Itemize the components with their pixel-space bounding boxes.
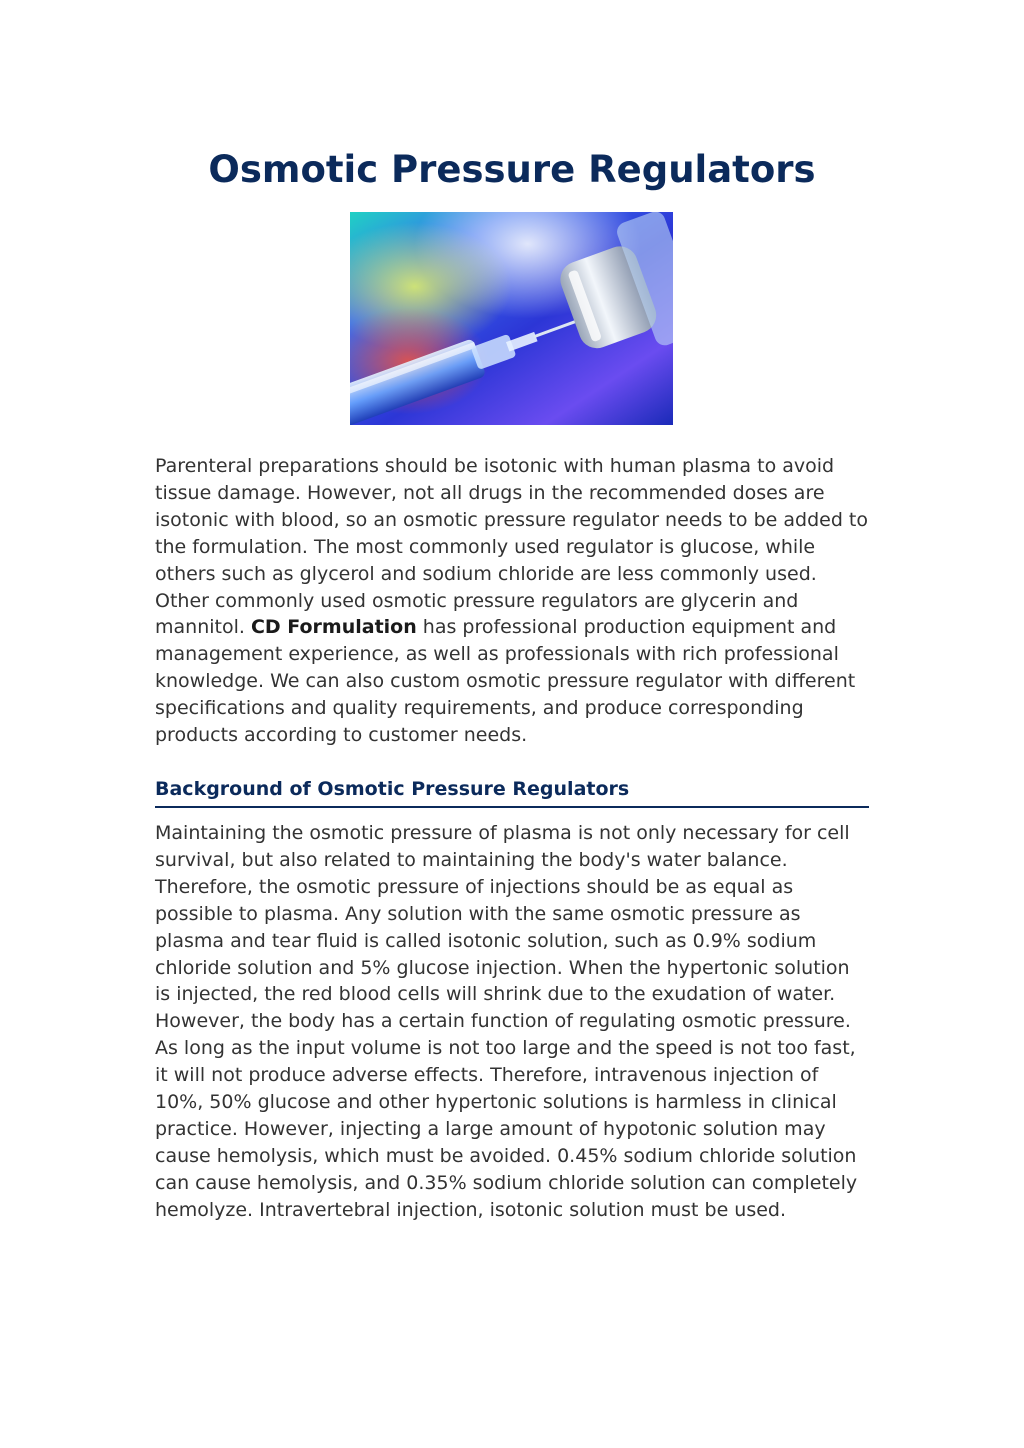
background-paragraph: Maintaining the osmotic pressure of plasma is not only necessary for cell survival, but also related to maintaining the body's water balance. Therefore, the osmotic pressure of injections should be as equal as possible to plasma. Any solution with the same osmotic pressure as plasma and tear fluid is called isotonic solution, such as 0.9% sodium chloride solution and 5% glucose injection. When the hypertonic solution is injected, the red blood cells will shrink due to the exudation of water. However, the body has a certain function of regulating osmotic pressure. As long as the input volume is not too large and the speed is not too fast, it will not produce adverse effects. Therefore, intravenous injection of 10%, 50% glucose and other hypertonic solutions is harmless in clinical practice. However, injecting a large amount of hypotonic solution may cause hemolysis, which must be avoided. 0.45% sodium chloride solution can cause hemolysis, and 0.35% sodium chloride solution can completely hemolyze. Intravertebral injection, isotonic solution must be used. [155,821,858,1221]
article-content [155,453,869,1224]
intro-text-2: has professional production equipment and management experience, as well as professionals with rich professional knowledge. We can also custom osmotic pressure regulator with different specifications and quality requirements, and produce corresponding products according to customer needs. [155,616,856,747]
section-heading-background: Background of Osmotic Pressure Regulators [155,772,869,808]
company-name: CD Formulation [250,616,417,639]
syringe-vial-image [350,212,673,425]
intro-text-1: Parenteral preparations should be isotonic with human plasma to avoid tissue damage. However, not all drugs in the recommended doses are isotonic with blood, so an osmotic pressure regulator needs to be added to the formulation. The most commonly used regulator is glucose, while others such as glycerol and sodium chloride are less commonly used. Other commonly used osmotic pressure regulators are glycerin and mannitol. [155,455,869,639]
intro-paragraph [155,453,869,749]
page-title: Osmotic Pressure Regulators [208,148,816,191]
